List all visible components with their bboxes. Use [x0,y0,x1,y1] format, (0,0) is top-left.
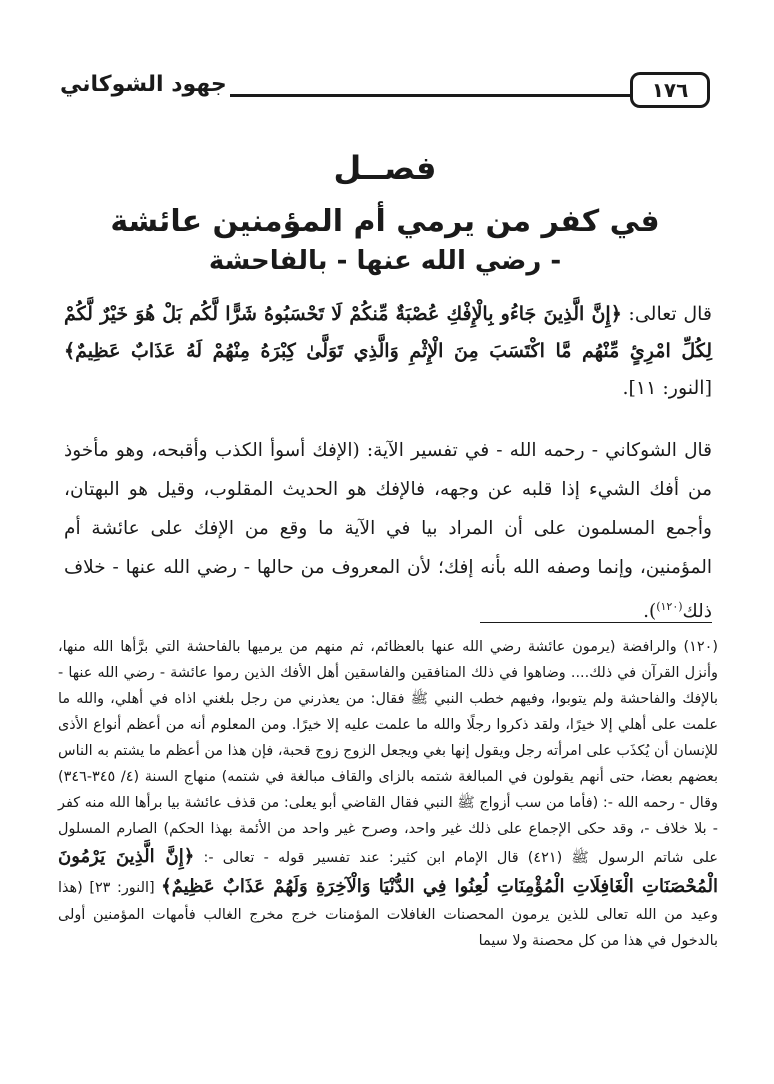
section-heading: فصــل [333,149,437,187]
footnote-quran-verse: ﴿إِنَّ الَّذِينَ يَرْمُونَ الْمُحْصَنَاتِ الْغَافِلَاتِ الْمُؤْمِنَاتِ لُعِنُوا فِي الدُّنْيَا وَالْآخِرَةِ وَلَهُمْ عَذَابٌ عَظِيمٌ﴾ [58,846,718,897]
tafsir-end: ). [643,601,657,623]
page-number: ١٧٦ [630,72,710,108]
paragraph-verse [64,296,712,407]
footnote-text-1: (١٢٠) والرافضة (يرمون عائشة رضي الله عنها بالعظائم، ثم منهم من يرميها بالفاحشة التي برَّأها الله منها، وأنزل القرآن في ذلك.... وضاهوا في ذلك المنافقين والفاسقين أهل الأفك الذين رموا عائشة - رضي الله عنها - بالإفك والفاحشة ولم يتوبوا، وفيهم خطب النبي ﷺ فقال: من يعذرني من رجل بلغني اذاه في أهلي، والله ما علمت على أهلي إلا خيرًا، ولقد ذكروا رجلًا والله ما علمت عليه إلا خيرًا. ومن المعلوم أنه من أعظم أنواع الأذى للإنسان أن يُكذَب على امرأته رجل ويقول إنها بغي ويجعل الزوج زوج قحبة، فإن هذا من أعظم ما يشتم به الناس بعضهم بعضا، حتى أنهم يقولون في المبالغة شتمه بالزاى والقاف مبالغة في شتمه) منهاج السنة (٤/ ٣٤٥-٣٤٦) وقال - رحمه الله -: (فأما من سب أزواج ﷺ النبي فقال القاضي أبو يعلى: من قذف عائشة بيا برأها الله منه كفر - بلا خلاف -، وقد حكى الإجماع على ذلك غير واحد، وصرح غير واحد من الأئمة بهذا الحكم) الصارم المسلول على شاتم الرسول ﷺ (٤٢١) قال الإمام ابن كثير: عند تفسير قوله - تعالى -: [58,639,719,866]
footnote-separator [480,622,712,623]
footnote [58,634,718,954]
tafsir-text: قال الشوكاني - رحمه الله - في تفسير الآية: (الإفك أسوأ الكذب وأقبحه، وهو مأخوذ من أفك الشيء إذا قلبه عن وجهه، فالإفك هو الحديث المقلوب، وقيل هو البهتان، وأجمع المسلمون على أن المراد بيا في الآية ما وقع من الإفك على عائشة أم المؤمنين، وإنما وصفه الله بأنه إفك؛ لأن المعروف من حالها - رضي الله عنها - خلاف ذلك [64,440,712,623]
quran-verse: ﴿إِنَّ الَّذِينَ جَاءُو بِالْإِفْكِ عُصْبَةٌ مِّنكُمْ لَا تَحْسَبُوهُ شَرًّا لَّكُم بَلْ هُوَ خَيْرٌ لَّكُمْ لِكُلِّ امْرِئٍ مِّنْهُم مَّا اكْتَسَبَ مِنَ الْإِثْمِ وَالَّذِي تَوَلَّىٰ كِبْرَهُ مِنْهُمْ لَهُ عَذَابٌ عَظِيمٌ﴾ [64,303,712,362]
running-book-title: جهود الشوكاني [60,72,227,97]
page-header [60,72,710,108]
chapter-title-line-1: في كفر من يرمي أم المؤمنين عائشة [110,204,660,239]
verse-reference: [النور: ١١]. [622,377,712,399]
verse-intro: قال تعالى: [621,303,712,325]
footnote-marker: (١٢٠) [656,600,683,613]
chapter-title-line-2: - رضي الله عنها - بالفاحشة [208,246,562,276]
header-rule [230,94,630,97]
section-titles [60,148,710,280]
main-text [64,296,712,631]
paragraph-tafsir [64,431,712,631]
footnote-text-2: [النور: ٢٣] (هذا وعيد من الله تعالى للذين يرمون المحصنات الغافلات المؤمنات خرج مخرج الغالب فأمهات المؤمنين أولى بالدخول في هذا من كل محصنة ولا سيما [58,880,718,949]
